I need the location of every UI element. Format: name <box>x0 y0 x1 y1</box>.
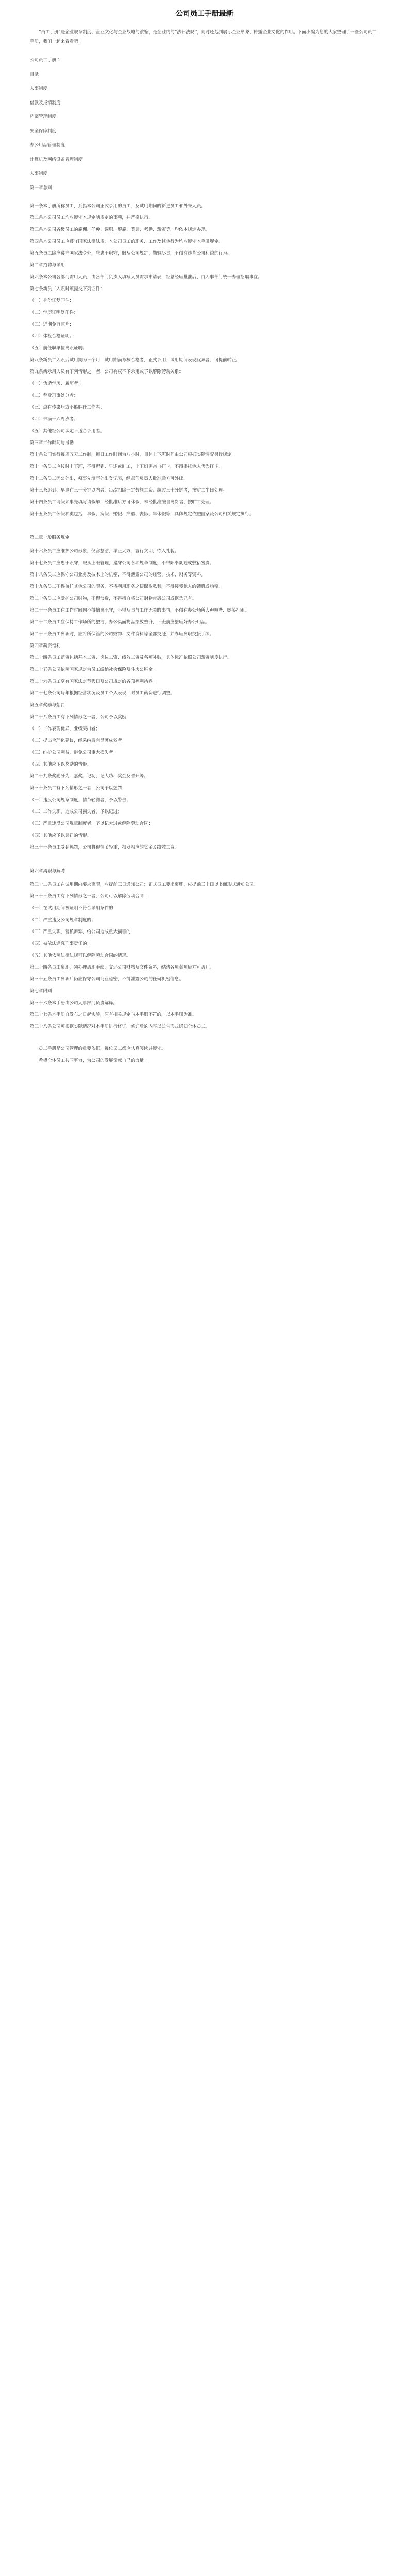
paragraph: 第二十二条员工应保持工作场所的整洁，办公桌面物品摆放整齐，下班前应整理好办公用品。 <box>30 620 210 625</box>
paragraph: （四）体检合格证明； <box>30 334 74 339</box>
toc-item: 办公用品管理制度 <box>30 143 66 148</box>
paragraph: （三）严重失职，营私舞弊，给公司造成重大损害的； <box>30 929 136 935</box>
paragraph: 第三十四条员工离职，须办理离职手续，交还公司财物及文件资料，结清各项款项后方可离开。 <box>30 965 215 970</box>
paragraph: （二）学历证明复印件； <box>30 310 78 315</box>
paragraph: 第二十条员工应爱护公司财物，不得浪费，不得擅自将公司财物带离公司或据为己有。 <box>30 596 197 601</box>
closing-paragraph: 员工手册是公司管理的重要依据，每位员工都应认真阅读并遵守。 <box>39 1046 166 1052</box>
toc-item: 人事制度 <box>30 171 48 176</box>
section-heading-resignation: 第六章离职与解聘 <box>30 869 66 874</box>
paragraph: 第十六条员工应维护公司形象，仪容整洁，举止大方，言行文明，待人礼貌。 <box>30 549 179 554</box>
paragraph: 第二十六条员工享有国家法定节假日及公司规定的各项福利待遇。 <box>30 679 157 684</box>
toc-item: 档案管理制度 <box>30 114 57 120</box>
paragraph: （四）其他应予以惩罚的情形。 <box>30 833 92 838</box>
paragraph: 第十七条员工应忠于职守，服从上级管理，遵守公司各项规章制度，不得阳奉阴违或敷衍塞责。 <box>30 561 215 566</box>
paragraph: 第三十一条员工受到惩罚，公司将视情节轻重，扣发相应的奖金及绩效工资。 <box>30 845 179 850</box>
paragraph: （三）患有传染病或不能胜任工作者； <box>30 405 105 410</box>
paragraph: 第三十七条本手册自发布之日起实施，原有相关规定与本手册不符的，以本手册为准。 <box>30 1012 197 1018</box>
table-of-contents <box>30 54 379 195</box>
document-intro: “员工手册”是企业规章制度、企业文化与企业战略的浓缩，是企业内的“法律法规”，同时还起到展示企业形象、传播企业文化的作用。下面小编为您的大家整理了一些公司员工手册，我们一起来看看吧！ <box>30 30 377 44</box>
paragraph: 第十四条员工请假须事先填写请假单，经批准后方可休假，未经批准擅自离岗者，按旷工处理。 <box>30 500 215 505</box>
paragraph: 第五章奖励与惩罚 <box>30 703 66 708</box>
paragraph: （一）伪造学历、履历者； <box>30 381 83 386</box>
paragraph: （一）在试用期间被证明不符合录用条件的； <box>30 906 118 911</box>
toc-item: 借款及报销制度 <box>30 100 61 106</box>
paragraph: 第七条新员工入职时须提交下列证件： <box>30 286 105 292</box>
paragraph: 第二十一条员工在工作时间内不得擅离职守，不得从事与工作无关的事情，不得在办公场所大声喧哗、嬉笑打闹。 <box>30 608 250 613</box>
paragraph: 第二条本公司员工均应遵守本规定所规定的事项，并严格执行。 <box>30 215 153 221</box>
toc-item: 人事制度 <box>30 86 48 91</box>
paragraph: 第十二条员工因公外出，须事先填写外出登记表，经部门负责人批准后方可外出。 <box>30 476 188 481</box>
paragraph: 第十五条员工休假种类包括：事假、病假、婚假、产假、丧假、年休假等，具体规定依照国家及公司相关规定执行。 <box>30 512 254 517</box>
paragraph: （三）近期免冠照片； <box>30 322 74 327</box>
paragraph: （一）身份证复印件； <box>30 298 74 303</box>
paragraph: 第二十三条员工离职时，应将所保管的公司财物、文件资料等全部交还，并办理离职交接手续。 <box>30 632 215 637</box>
toc-item: 计算机及网络设备管理制度 <box>30 157 83 162</box>
section-general-service <box>30 546 379 854</box>
paragraph: 第三十八条公司可根据实际情况对本手册进行修订，修订后的内容以公告形式通知全体员工。 <box>30 1024 210 1029</box>
toc-item: 安全保障制度 <box>30 128 57 134</box>
paragraph: （三）严重违反公司规章制度者，予以记大过或解除劳动合同； <box>30 821 153 826</box>
paragraph: 第三章工作时间与考勤 <box>30 440 74 446</box>
closing-paragraph: 希望全体员工共同努力，为公司的发展贡献自己的力量。 <box>39 1058 149 1063</box>
paragraph: 第二十四条员工薪资包括基本工资、岗位工资、绩效工资及各项补贴，具体标准依照公司薪资制度执行。 <box>30 655 232 660</box>
paragraph: 第二十八条员工有下列情形之一者，公司予以奖励： <box>30 715 131 720</box>
paragraph: 第八条新员工入职后试用期为三个月，试用期满考核合格者，正式录用，试用期间表现优异者，可提前转正。 <box>30 358 241 363</box>
paragraph: 第一条本手册所称员工，系指本公司正式录用的员工，及试用期间的新进员工和外来人员。 <box>30 204 206 209</box>
paragraph: 第二十九条奖励分为：嘉奖、记功、记大功、奖金及晋升等。 <box>30 774 149 779</box>
paragraph: 第六条本公司各部门需用人员，由各部门负责人填写人员需求申请表，经总经理批准后，由人事部门统一办理招聘事宜。 <box>30 275 263 280</box>
paragraph: （五）前任职单位离职证明。 <box>30 346 87 351</box>
paragraph: （一）工作表现优异，业绩突出者； <box>30 726 101 732</box>
section-chapter-1 <box>30 200 379 520</box>
paragraph: （四）被依法追究刑事责任的； <box>30 941 92 946</box>
paragraph: 第十九条员工不得兼任其他公司的职务，不得利用职务之便谋取私利，不得接受他人的馈赠或贿赂。 <box>30 584 223 589</box>
toc-item: 公司员工手册 1 <box>30 58 61 63</box>
paragraph: 第二十五条公司依照国家规定为员工缴纳社会保险及住房公积金。 <box>30 667 157 672</box>
paragraph: （一）违反公司规章制度，情节轻微者，予以警告； <box>30 798 131 803</box>
paragraph: 第三十条员工有下列情形之一者，公司予以惩罚： <box>30 786 127 791</box>
paragraph: 第十三条迟到、早退在三十分钟以内者，每次扣除一定数额工资；超过三十分钟者，按旷工半日处理。 <box>30 488 227 493</box>
paragraph: （四）其他应予以奖励的情形。 <box>30 762 92 767</box>
paragraph: （二）曾受刑事处分者； <box>30 393 78 398</box>
paragraph: （二）工作失职，造成公司损失者，予以记过； <box>30 809 122 815</box>
paragraph: 第十条公司实行每周五天工作制，每日工作时间为八小时，具体上下班时间由公司根据实际情况另行规定。 <box>30 452 236 457</box>
paragraph: 第七章附则 <box>30 989 52 994</box>
section-resignation <box>30 879 379 1033</box>
paragraph: 第十一条员工应按时上下班，不得迟到、早退或旷工，上下班需亲自打卡，不得委托他人代为打卡。 <box>30 464 223 469</box>
paragraph: 第三十二条员工在试用期内要求离职，应提前三日通知公司；正式员工要求离职，应提前三十日以书面形式通知公司。 <box>30 882 258 887</box>
paragraph: 第四章薪资福利 <box>30 643 61 649</box>
paragraph: 第五条员工除应遵守国家法令外，应忠于职守，服从公司规定，勤勉尽责，不得有违背公司利益的行为。 <box>30 251 232 256</box>
paragraph: （二）提出合理化建议，经采纳后有显著成效者； <box>30 738 127 743</box>
section-heading-general-service: 第二章一般服务规定 <box>30 535 70 540</box>
paragraph: 第三条本公司各级员工的雇佣、任免、调职、解雇、奖惩、考勤、薪资等，均依本规定办理。 <box>30 227 210 232</box>
toc-item: 目录 <box>30 72 39 77</box>
paragraph: （五）其他经公司认定不适合录用者。 <box>30 429 105 434</box>
toc-item: 第一章总则 <box>30 185 52 191</box>
section-closing <box>30 1043 379 1067</box>
paragraph: 第三十五条员工离职后仍应保守公司商业秘密，不得泄露公司的任何机密信息。 <box>30 977 184 982</box>
document-title: 公司员工手册最新 <box>175 10 234 18</box>
paragraph: 第三十六条本手册由公司人事部门负责解释。 <box>30 1001 118 1006</box>
paragraph: 第十八条员工应保守公司业务及技术上的机密，不得泄露公司的经营、技术、财务等资料。 <box>30 572 206 578</box>
paragraph: 第九条新录用人员有下列情形之一者，公司有权不予录用或予以解除劳动关系： <box>30 369 184 375</box>
paragraph: （五）其他依照法律法规可以解除劳动合同的情形。 <box>30 953 131 958</box>
paragraph: 第二十七条公司每年根据经营状况及员工个人表现，对员工薪资进行调整。 <box>30 691 175 696</box>
paragraph: （三）维护公司利益，避免公司重大损失者； <box>30 750 118 755</box>
paragraph: 第三十三条员工有下列情形之一者，公司可以解除劳动合同： <box>30 894 149 899</box>
paragraph: （二）严重违反公司规章制度的； <box>30 918 96 923</box>
paragraph: （四）未满十六周岁者； <box>30 417 78 422</box>
paragraph: 第二章招聘与录用 <box>30 263 66 268</box>
paragraph: 第四条本公司员工应遵守国家法律法规，本公司员工的职务、工作及其他行为均应遵守本手册规定。 <box>30 239 223 244</box>
